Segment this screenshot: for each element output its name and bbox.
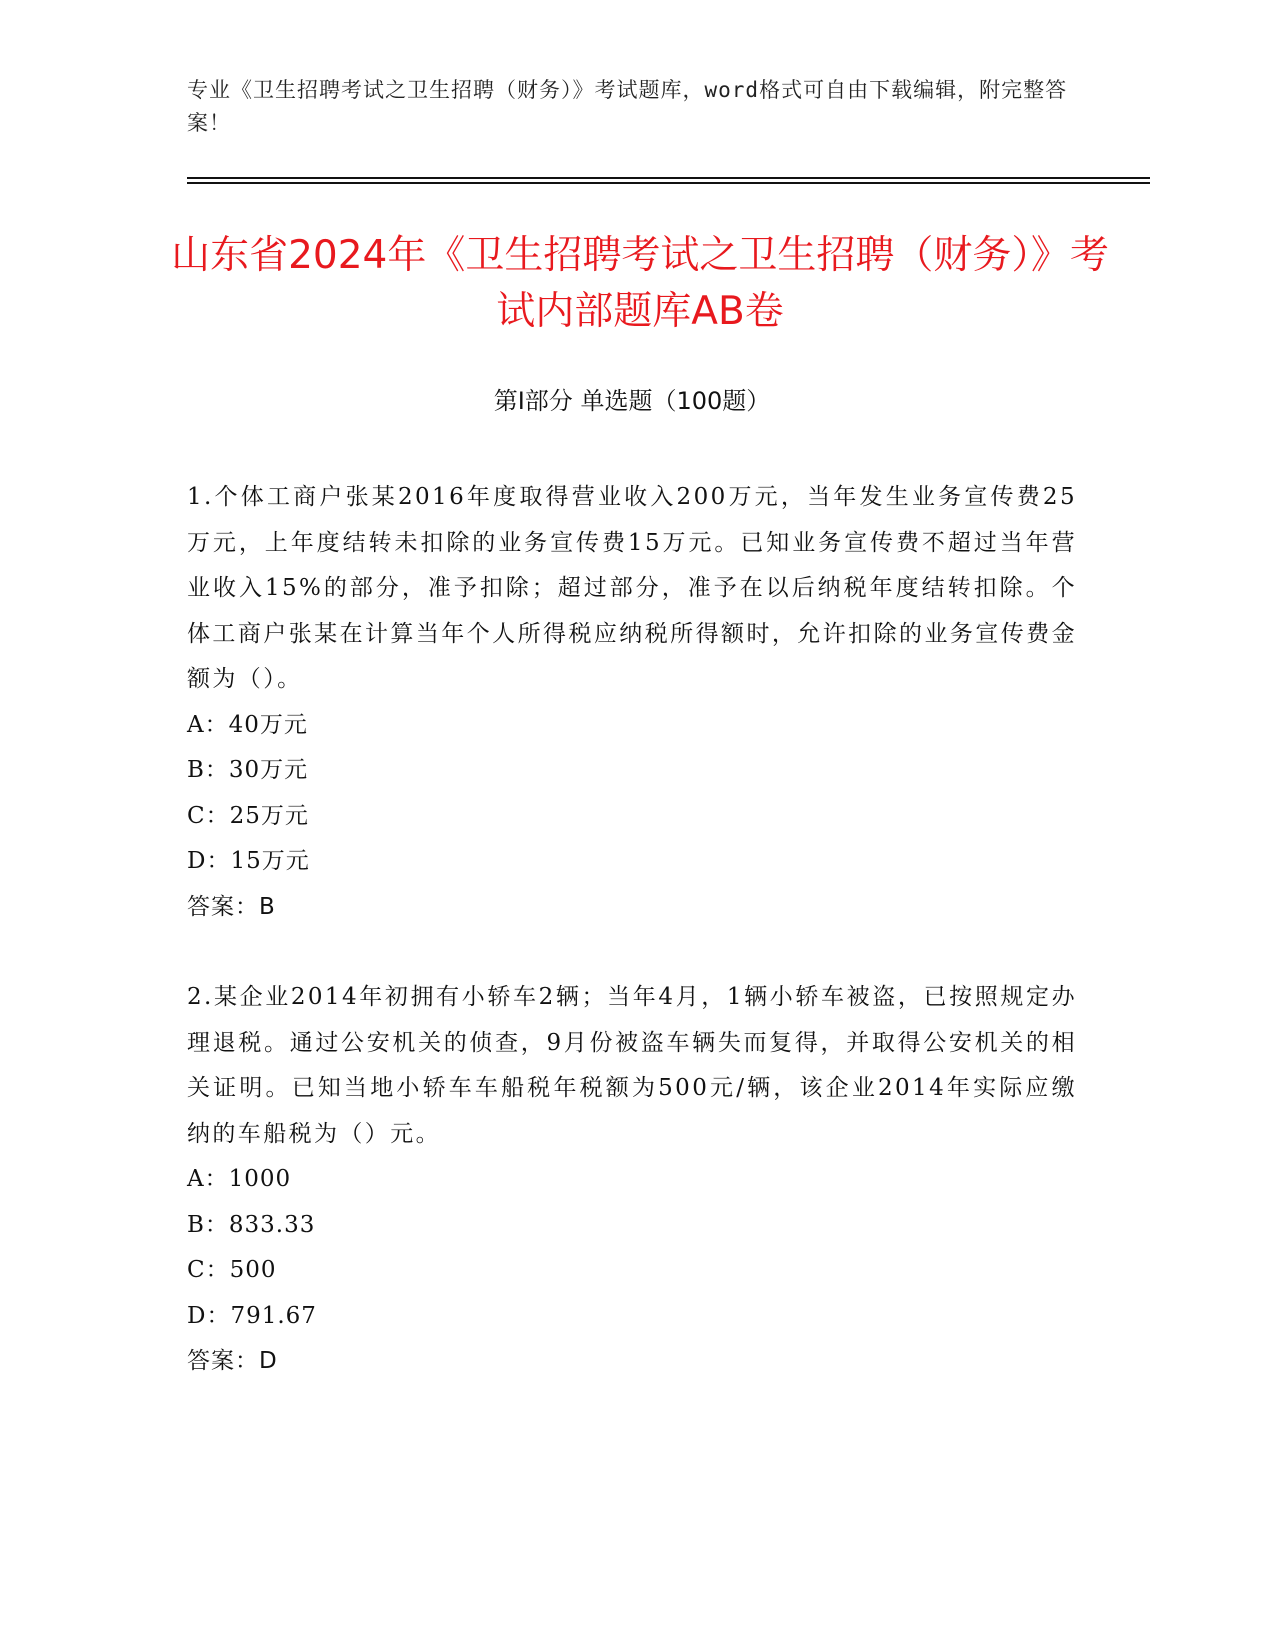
answer-line: 答案：B [187,893,276,920]
option-a: A：1000 [187,1166,292,1192]
section-title: 第I部分 单选题（100题） [493,387,771,415]
option-d: D：15万元 [187,848,310,874]
document-title: 山东省2024年《卫生招聘考试之卫生招聘（财务）》考试内部题库AB卷 [171,233,1109,334]
answer-line: 答案：D [187,1348,278,1374]
option-d: D：791.67 [187,1302,317,1329]
option-c: C：25万元 [187,802,309,829]
option-list [187,1157,1077,1339]
option-a: A：40万元 [187,711,308,738]
option-b: B：833.33 [187,1211,316,1238]
header-rule-bottom [187,182,1150,184]
header-rule-top [187,177,1150,179]
question-2 [187,975,1077,1385]
option-b: B：30万元 [187,757,309,783]
option-c: C：500 [187,1257,277,1283]
header-note: 专业《卫生招聘考试之卫生招聘（财务）》考试题库，word格式可自由下载编辑，附完整答案！ [187,78,1068,135]
question-stem: 2.某企业2014年初拥有小轿车2辆；当年4月，1辆小轿车被盗，已按照规定办理退税。通过公安机关的侦查，9月份被盗车辆失而复得，并取得公安机关的相关证明。已知当地小轿车车船税年税额为500元/辆，该企业2014年实际应缴纳的车船税为（）元。 [187,984,1077,1147]
option-list [187,703,1077,885]
question-1 [187,475,1077,930]
question-stem: 1.个体工商户张某2016年度取得营业收入200万元，当年发生业务宣传费25万元，上年度结转未扣除的业务宣传费15万元。已知业务宣传费不超过当年营业收入15%的部分，准予扣除；超过部分，准予在以后纳税年度结转扣除。个体工商户张某在计算当年个人所得税应纳税所得额时，允许扣除的业务宣传费金额为（）。 [187,484,1077,692]
